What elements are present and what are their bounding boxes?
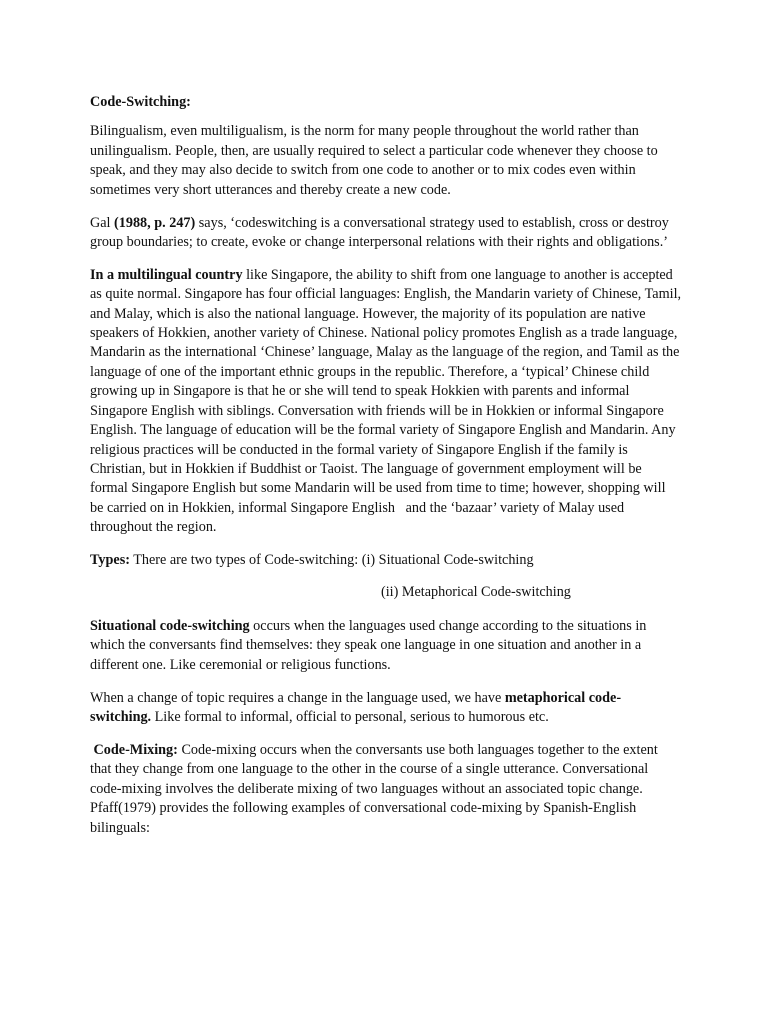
situational-text: occurs when the languages used change according to the situations in which the conversants find themselves: they speak one language in one situation and another in a different one. Like ceremonial or religious functions. — [90, 617, 647, 673]
types-situational: There are two types of Code-switching: (i) Situational Code-switching — [129, 552, 534, 569]
metaphorical-post: Like formal to informal, official to personal, serious to humorous etc. — [151, 708, 549, 725]
metaphorical-term: metaphorical code-switching. — [90, 689, 622, 725]
situational-term: Situational code-switching — [90, 617, 250, 634]
multilingual-country-lead: In a multilingual country — [90, 266, 243, 283]
paragraph-gal-quote — [90, 214, 682, 253]
document-title: Code-Switching: — [90, 94, 191, 110]
gal-citation: (1988, p. 247) — [114, 214, 196, 231]
paragraph-metaphorical — [90, 689, 682, 728]
document-page — [90, 93, 682, 851]
paragraph-bilingualism: Bilingualism, even multiligualism, is the norm for many people throughout the world rather than unilingualism. People, then, are usually required to select a particular code whenever they choose to speak, and they may also decide to switch from one code to another or to mix codes even within sometimes very short utterances and thereby create a new code. — [90, 123, 658, 198]
types-line-2: (ii) Metaphorical Code-switching — [381, 584, 571, 601]
paragraph-situational — [90, 617, 682, 675]
singapore-text: like Singapore, the ability to shift from one language to another is accepted as quite normal. Singapore has four official languages: English, the Mandarin variety of Chinese, Tamil, and Malay, which is also the national language. However, the majority of its population are native speakers of Hokkien, another variety of Chinese. National policy promotes English as a trade language, Mandarin as the international ‘Chinese’ language, Malay as the language of the region, and Tamil as the language of one of the important ethnic groups in the republic. Therefore, a ‘typical’ Chinese child growing up in Singapore is that he or she will tend to speak Hokkien with parents and informal Singapore English with siblings. Conversation with friends will be in Hokkien or informal Singapore English. The language of education will be the formal variety of Singapore English and Mandarin. Any religious practices will be conducted in the formal variety of Singapore English if the family is Christian, but in Hokkien if Buddhist or Taoist. The language of government employment will be formal Singapore English but some Mandarin will be used from time to time; however, shopping will be carried on in Hokkien, informal Singapore English and the ‘bazaar’ variety of Malay used throughout the region. — [90, 266, 682, 536]
code-mixing-term: Code-Mixing: — [93, 741, 178, 758]
paragraph-code-mixing — [90, 741, 682, 838]
paragraph-singapore — [90, 266, 682, 538]
types-line-1 — [90, 551, 682, 570]
types-label: Types: — [90, 552, 130, 569]
gal-quote-text: says, ‘codeswitching is a conversational strategy used to establish, cross or destroy group boundaries; to create, evoke or change interpersonal relations with their rights and obligations.’ — [90, 214, 669, 250]
code-mixing-text: Code-mixing occurs when the conversants use both languages together to the extent that they change from one language to the other in the course of a single utterance. Conversational code-mixing involves the deliberate mixing of two languages without an associated topic change. Pfaff(1979) provides the following examples of conversational code-mixing by Spanish-English bilinguals: — [90, 741, 658, 836]
metaphorical-pre: When a change of topic requires a change in the language used, we have — [90, 689, 505, 706]
gal-prefix: Gal — [90, 214, 115, 231]
